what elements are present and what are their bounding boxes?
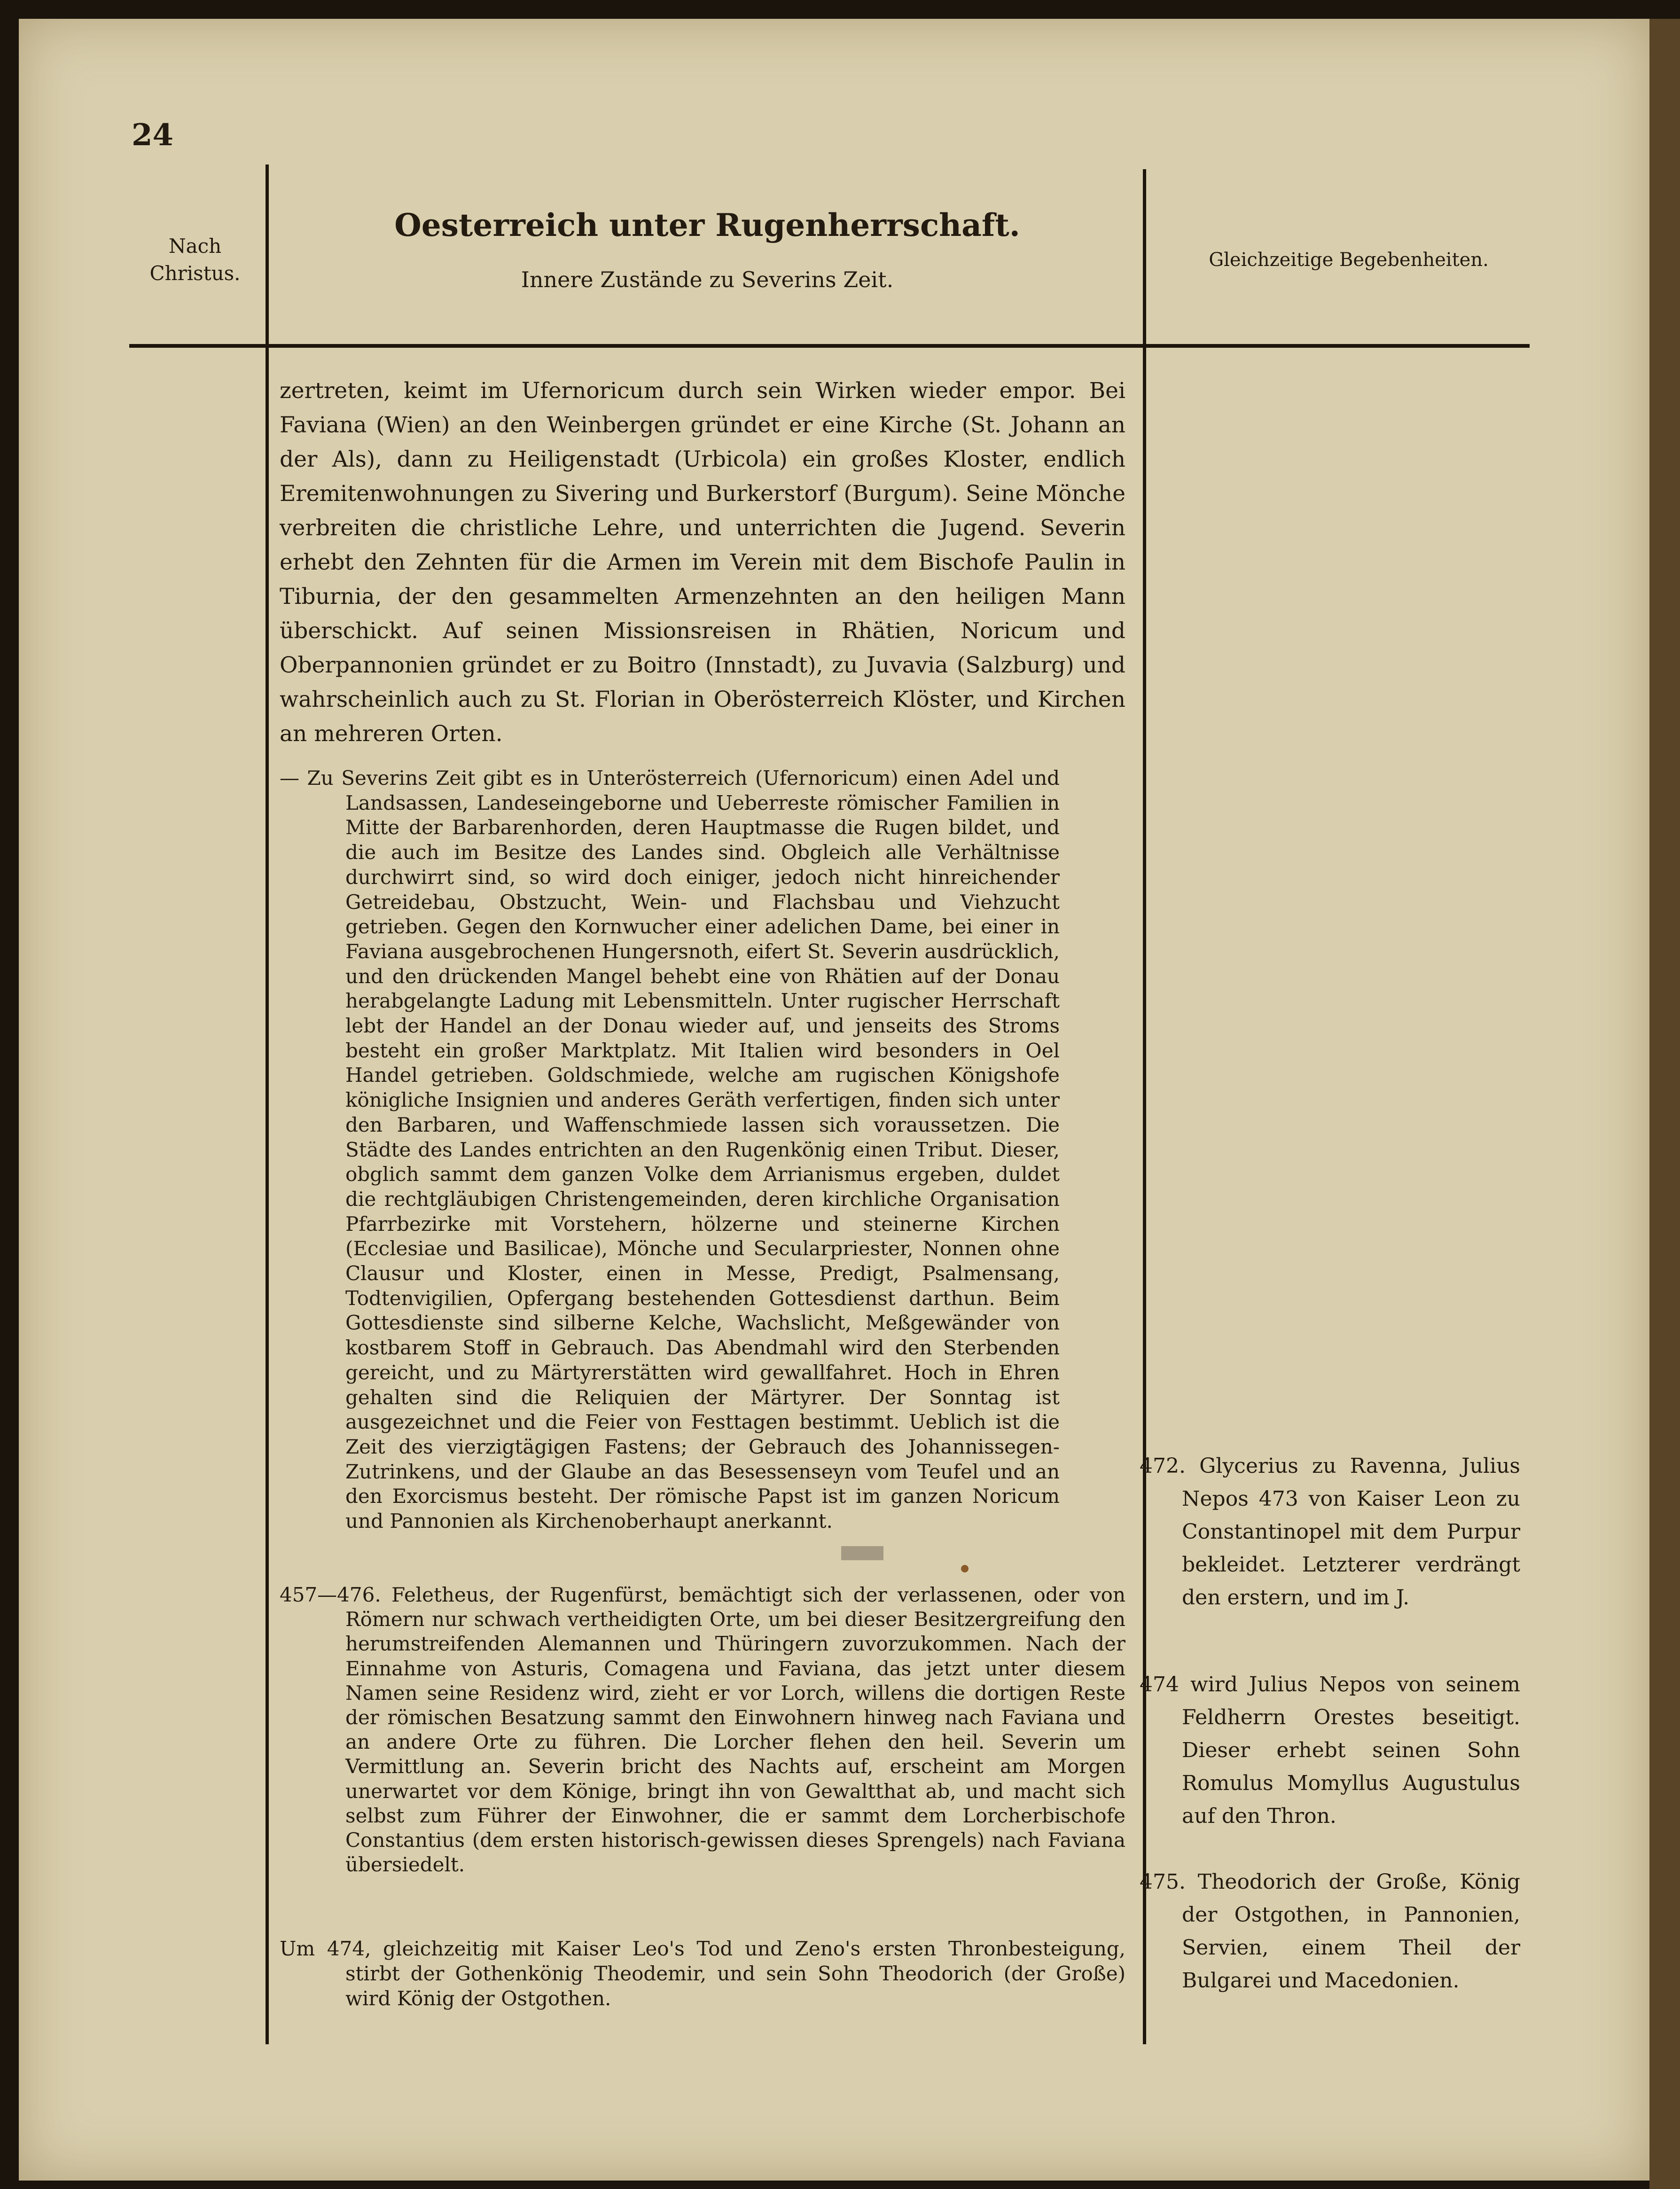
- library-stamp-mark: [841, 1546, 883, 1560]
- scan-right-edge: [1649, 19, 1680, 2189]
- column-header-events: Gleichzeitige Begebenheiten.: [1209, 249, 1489, 271]
- event-entry-475: 475. Theodorich der Große, König der Ostgothen, in Pannonien, Servien, einem Theil der Bulgarei und Macedonien.: [1140, 1870, 1520, 1993]
- event-entry-474: 474 wird Julius Nepos von seinem Feldherrn Orestes beseitigt. Dieser erhebt seinen Sohn Romulus Momyllus Augustulus auf den Thron.: [1140, 1673, 1520, 1828]
- column-header-year-line1: Nach: [168, 235, 222, 258]
- event-entry-472: 472. Glycerius zu Ravenna, Julius Nepos 473 von Kaiser Leon zu Constantinopel mit dem Purpur bekleidet. Letzterer verdrängt den erstern, und im J.: [1140, 1454, 1520, 1610]
- column-header-year-line2: Christus.: [149, 262, 241, 285]
- column-header-year: [141, 233, 249, 287]
- page-subtitle: Innere Zustände zu Severins Zeit.: [521, 267, 894, 292]
- paragraph-feletheus: 457—476. Feletheus, der Rugenfürst, bemächtigt sich der verlassenen, oder von Römern nur schwach vertheidigten Orte, um bei dieser Besitzergreifung den herumstreifenden Alemannen und Thüringern zuvorzukommen. Nach der Einnahme von Asturis, Comagena und Faviana, das jetzt unter diesem Namen seine Residenz wird, zieht er vor Lorch, willens die dortigen Reste der römischen Besatzung sammt den Einwohnern hinweg nach Faviana und an andere Orte zu führen. Die Lorcher flehen den heil. Severin um Vermittlung an. Severin bricht des Nachts auf, erscheint am Morgen unerwartet vor dem Könige, bringt ihn von Gewaltthat ab, und macht sich selbst zum Führer der Einwohner, die er sammt dem Lorcherbischofe Constantius (dem ersten historisch-gewissen dieses Sprengels) nach Faviana übersiedelt.: [280, 1583, 1125, 1876]
- paragraph-theodemir: Um 474, gleichzeitig mit Kaiser Leo's Tod und Zeno's ersten Thronbesteigung, stirbt der Gothenkönig Theodemir, und sein Sohn Theodorich (der Große) wird König der Ostgothen.: [280, 1937, 1125, 2010]
- scan-top-edge: [0, 0, 1680, 19]
- column-divider-left: [266, 164, 269, 2044]
- page-number: 24: [132, 117, 174, 153]
- header-rule: [129, 344, 1530, 348]
- paragraph-internal-conditions: — Zu Severins Zeit gibt es in Unterösterreich (Ufernoricum) einen Adel und Landsassen, Landeseingeborne und Ueberreste römischer Familien in Mitte der Barbarenhorden, deren Hauptmasse die Rugen bildet, und die auch im Besitze des Landes sind. Obgleich alle Verhältnisse durchwirrt sind, so wird doch einiger, jedoch nicht hinreichender Getreidebau, Obstzucht, Wein- und Flachsbau und Viehzucht getrieben. Gegen den Kornwucher einer adelichen Dame, bei einer in Faviana ausgebrochenen Hungersnoth, eifert St. Severin ausdrücklich, und den drückenden Mangel behebt eine von Rhätien auf der Donau herabgelangte Ladung mit Lebensmitteln. Unter rugischer Herrschaft lebt der Handel an der Donau wieder auf, und jenseits des Stroms besteht ein großer Marktplatz. Mit Italien wird besonders in Oel Handel getrieben. Goldschmiede, welche am rugischen Königshofe königliche Insignien und anderes Geräth verfertigen, finden sich unter den Barbaren, und Waffenschmiede lassen sich voraussetzen. Die Städte des Landes entrichten an den Rugenkönig einen Tribut. Dieser, obglich sammt dem ganzen Volke dem Arrianismus ergeben, duldet die rechtgläubigen Christengemeinden, deren kirchliche Organisation Pfarrbezirke mit Vorstehern, hölzerne und steinerne Kirchen (Ecclesiae und Basilicae), Mönche und Secularpriester, Nonnen ohne Clausur und Kloster, einen in Messe, Predigt, Psalmensang, Todtenvigilien, Opfergang bestehenden Gottesdienst darthun. Beim Gottesdienste sind silberne Kelche, Wachslicht, Meßgewänder von kostbarem Stoff in Gebrauch. Das Abendmahl wird den Sterbenden gereicht, und zu Märtyrerstätten wird gewallfahret. Hoch in Ehren gehalten sind die Reliquien der Märtyrer. Der Sonntag ist ausgezeichnet und die Feier von Festtagen bestimmt. Ueblich ist die Zeit des vierzigtägigen Fastens; der Gebrauch des Johannissegen-Zutrinkens, und der Glaube an das Besessenseyn vom Teufel und an den Exorcismus besteht. Der römische Papst ist im ganzen Noricum und Pannonien als Kirchenoberhaupt anerkannt.: [280, 766, 1060, 1533]
- paragraph-severin-works: zertreten, keimt im Ufernoricum durch sein Wirken wieder empor. Bei Faviana (Wien) an den Weinbergen gründet er eine Kirche (St. Johann an der Als), dann zu Heiligenstadt (Urbicola) ein großes Kloster, endlich Eremitenwohnungen zu Sivering und Burkerstorf (Burgum). Seine Mönche verbreiten die christliche Lehre, und unterrichten die Jugend. Severin erhebt den Zehnten für die Armen im Verein mit dem Bischofe Paulin in Tiburnia, der den gesammelten Armenzehnten an den heiligen Mann überschickt. Auf seinen Missionsreisen in Rhätien, Noricum und Oberpannonien gründet er zu Boitro (Innstadt), zu Juvavia (Salzburg) und wahrscheinlich auch zu St. Florian in Oberösterreich Klöster, und Kirchen an mehreren Orten.: [280, 378, 1125, 747]
- paper-stain: [961, 1565, 969, 1572]
- page-title: Oesterreich unter Rugenherrschaft.: [394, 207, 1020, 243]
